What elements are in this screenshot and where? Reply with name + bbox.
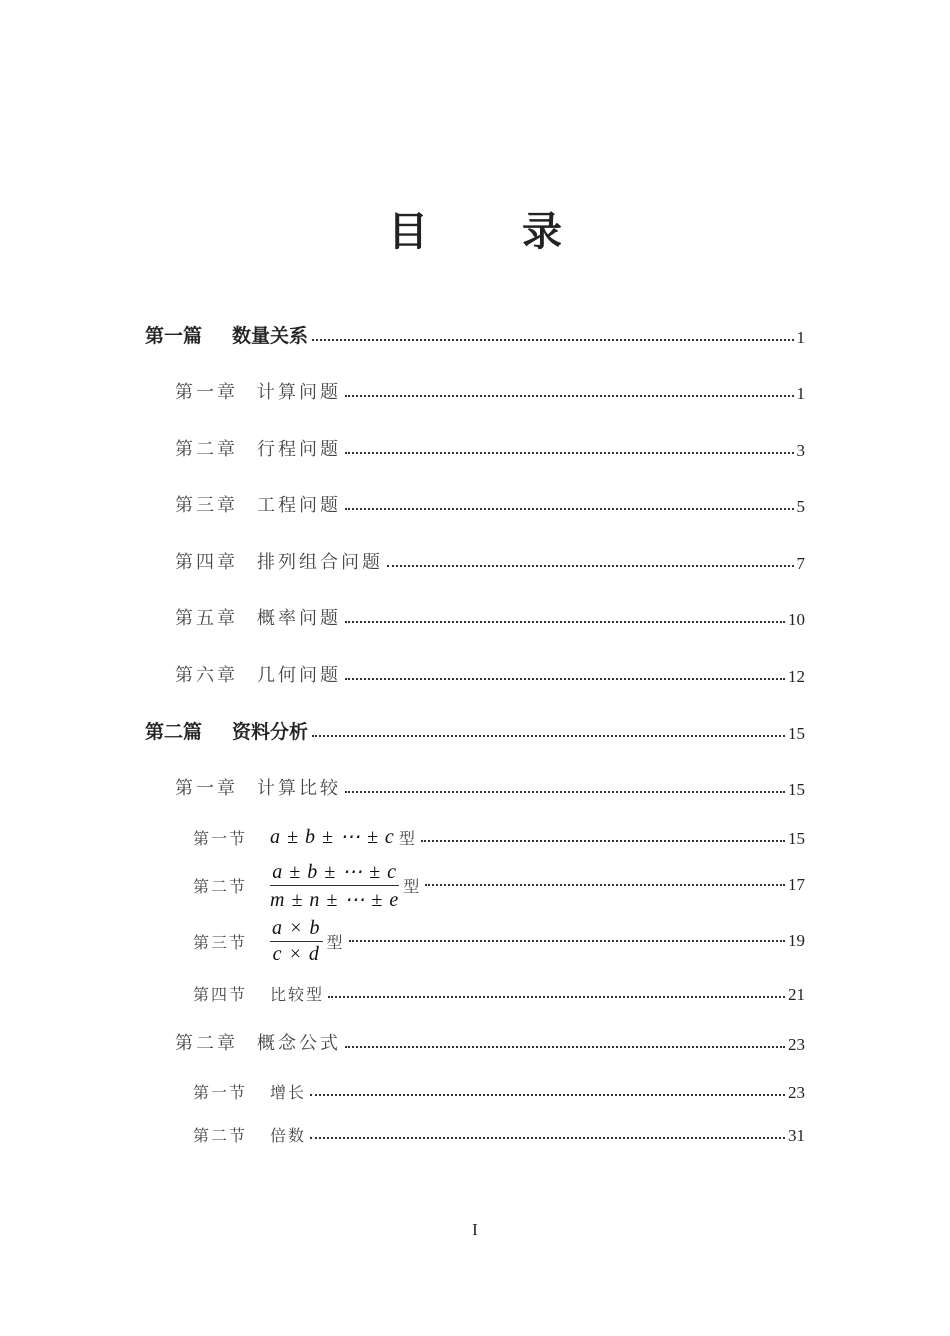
toc-chapter[interactable] [175,657,805,687]
toc-title: 倍数 [270,1126,307,1145]
toc-title: 概念公式 [257,1033,341,1054]
toc-title: 排列组合问题 [257,552,383,573]
toc-page: 10 [788,610,805,629]
toc-page: 21 [788,985,805,1004]
toc-fraction [270,859,399,912]
toc-chapter[interactable] [175,431,805,461]
dot-leader [345,395,794,397]
dot-leader [310,1094,785,1096]
toc-title: 增长 [270,1083,307,1102]
toc-section[interactable] [193,1073,805,1103]
toc-label: 第二章 [175,1033,238,1054]
toc-title: 比较型 [270,985,325,1004]
toc-part[interactable] [145,318,805,348]
numerator: a ± b ± ⋯ ± c [270,859,399,886]
denominator: c × d [272,942,320,965]
toc-section[interactable] [193,858,805,912]
toc-page: 15 [788,780,805,799]
toc-chapter[interactable] [175,600,805,630]
numerator: a × b [270,917,323,942]
toc-section[interactable] [193,914,805,968]
toc-label: 第四章 [175,552,238,573]
dot-leader [345,1046,785,1048]
toc-label: 第一节 [193,829,248,848]
denominator: m ± n ± ⋯ ± e [270,888,400,911]
toc-page: 12 [788,667,805,686]
toc-page: 1 [796,328,805,347]
toc-label: 第三章 [175,495,238,516]
toc-part[interactable] [145,714,805,744]
toc-page: 1 [796,384,805,403]
toc-page: 3 [796,441,805,460]
toc-page: 5 [796,497,805,516]
toc-label: 第三节 [193,932,248,952]
dot-leader [345,452,794,454]
toc-page: 23 [788,1035,805,1054]
toc-title: 行程问题 [257,439,341,460]
toc-page: 15 [788,829,805,848]
toc-label: 第一章 [175,778,238,799]
toc-page: 19 [788,931,805,950]
toc-chapter[interactable] [175,487,805,517]
toc-page: 23 [788,1083,805,1102]
toc-title: 数量关系 [232,325,309,347]
toc-math-title: a ± b ± ⋯ ± c [270,826,395,848]
toc-chapter[interactable] [175,1025,805,1055]
toc-page: 7 [796,554,805,573]
dot-leader [387,565,794,567]
toc-label: 第一篇 [145,325,203,347]
toc-page: 31 [788,1126,805,1145]
toc-label: 第二节 [193,876,248,896]
toc-title: 资料分析 [232,721,309,743]
dot-leader [312,735,785,737]
toc-label: 第二章 [175,439,238,460]
toc-page: 15 [788,724,805,743]
toc-title: 计算比较 [257,778,341,799]
toc-section[interactable] [193,1116,805,1146]
dot-leader [345,508,794,510]
toc-chapter[interactable] [175,374,805,404]
toc-title: 工程问题 [257,495,341,516]
dot-leader [310,1137,785,1139]
dot-leader [421,840,785,842]
toc-chapter[interactable] [175,544,805,574]
toc-label: 第六章 [175,665,238,686]
toc-section[interactable] [193,819,805,849]
toc-label: 第一节 [193,1083,248,1102]
toc-section[interactable] [193,975,805,1005]
toc-title: 几何问题 [257,665,341,686]
toc-label: 第四节 [193,985,248,1004]
dot-leader [312,339,793,341]
dot-leader [345,678,785,680]
dot-leader [345,791,785,793]
toc-suffix: 型 [403,876,422,896]
toc-page: 17 [788,875,805,894]
toc-fraction [270,917,323,966]
page-title: 目 录 [388,209,602,255]
toc-label: 第一章 [175,382,238,403]
dot-leader [328,996,785,998]
dot-leader [345,621,785,623]
dot-leader [425,884,785,886]
toc-chapter[interactable] [175,770,805,800]
toc-suffix: 型 [326,932,345,952]
toc-label: 第二篇 [145,721,203,743]
page-number: I [472,1220,478,1239]
toc-title: 计算问题 [257,382,341,403]
toc-suffix: 型 [398,829,417,848]
toc-label: 第五章 [175,608,238,629]
toc-label: 第二节 [193,1126,248,1145]
dot-leader [349,940,785,942]
toc-title: 概率问题 [257,608,341,629]
